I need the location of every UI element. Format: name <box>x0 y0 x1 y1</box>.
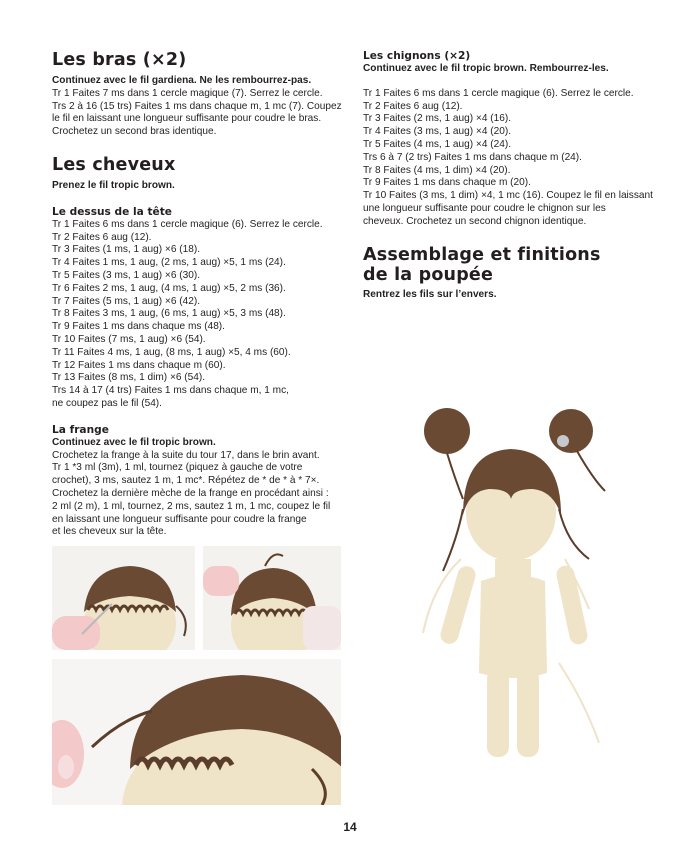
assemblage-title-line-1: Assemblage et finitions <box>363 244 601 265</box>
assemblage-lead: Rentrez les fils sur l’envers. <box>363 288 497 300</box>
chignons-line: Tr 1 Faites 6 ms dans 1 cercle magique (6). Serrez le cercle. <box>363 87 634 99</box>
chignons-line: cheveux. Crochetez un second chignon identique. <box>363 215 587 227</box>
photo-frange-step-1 <box>52 546 195 650</box>
chignons-lead: Continuez avec le fil tropic brown. Rembourrez-les. <box>363 63 609 74</box>
section-title-cheveux: Les cheveux <box>52 154 176 175</box>
left-column <box>52 50 342 539</box>
frange-line: et les cheveux sur la tête. <box>52 526 167 538</box>
chignons-line: Tr 8 Faites (4 ms, 1 dim) ×4 (20). <box>363 164 511 176</box>
dessus-line: Tr 1 Faites 6 ms dans 1 cercle magique (6). Serrez le cercle. <box>52 218 323 230</box>
frange-line: Crochetez la frange à la suite du tour 17, dans le brin avant. <box>52 449 320 461</box>
section-title-assemblage <box>363 245 638 285</box>
subtitle-dessus-tete: Le dessus de la tête <box>52 205 172 218</box>
photo-doll-assembly <box>363 303 643 804</box>
dessus-line: Trs 14 à 17 (4 trs) Faites 1 ms dans chaque m, 1 mc, <box>52 385 289 397</box>
dessus-line: Tr 8 Faites 3 ms, 1 aug, (6 ms, 1 aug) ×5, 3 ms (48). <box>52 308 286 320</box>
dessus-line: Tr 12 Faites 1 ms dans chaque m (60). <box>52 359 226 371</box>
assemblage-title-line-2: de la poupée <box>363 264 494 285</box>
photo-frange-closeup <box>52 659 341 805</box>
dessus-line: Tr 7 Faites (5 ms, 1 aug) ×6 (42). <box>52 295 201 307</box>
doll-parts-image <box>363 303 643 804</box>
doll-head-closeup-image <box>52 659 341 805</box>
subtitle-chignons: Les chignons (×2) <box>363 50 471 62</box>
chignons-line: Tr 4 Faites (3 ms, 1 aug) ×4 (20). <box>363 126 512 138</box>
frange-line: Tr 1 *3 ml (3m), 1 ml, tournez (piquez à gauche de votre <box>52 462 303 474</box>
chignons-line: Tr 2 Faites 6 aug (12). <box>363 100 463 112</box>
chignons-line: Trs 6 à 7 (2 trs) Faites 1 ms dans chaque m (24). <box>363 151 582 163</box>
right-column <box>363 50 653 301</box>
dessus-line: Tr 10 Faites (7 ms, 1 aug) ×6 (54). <box>52 333 206 345</box>
bras-line-1: Tr 1 Faites 7 ms dans 1 cercle magique (7). Serrez le cercle. <box>52 87 323 99</box>
dessus-line: Tr 11 Faites 4 ms, 1 aug, (8 ms, 1 aug) ×5, 4 ms (60). <box>52 346 291 358</box>
dessus-line: Tr 4 Faites 1 ms, 1 aug, (2 ms, 1 aug) ×5, 1 ms (24). <box>52 257 286 269</box>
chignons-line: Tr 5 Faites (4 ms, 1 aug) ×4 (24). <box>363 138 512 150</box>
page-number: 14 <box>343 820 357 834</box>
cheveux-lead: Prenez le fil tropic brown. <box>52 179 175 191</box>
subtitle-frange: La frange <box>52 423 109 436</box>
photo-frange-step-2 <box>203 546 341 650</box>
frange-line: crochet), 3 ms, sautez 1 m, 1 mc*. Répétez de * de * à * 7×. <box>52 475 320 487</box>
dessus-line: Tr 6 Faites 2 ms, 1 aug, (4 ms, 1 aug) ×5, 2 ms (36). <box>52 282 286 294</box>
frange-line: 2 ml (2 m), 1 ml, tournez, 2 ms, sautez 1 m, 1 mc, coupez le fil <box>52 500 331 512</box>
frange-line: Crochetez la dernière mèche de la frange en procédant ainsi : <box>52 487 329 499</box>
bras-lead: Continuez avec le fil gardiena. Ne les rembourrez-pas. <box>52 75 312 86</box>
chignons-line: Tr 10 Faites (3 ms, 1 dim) ×4, 1 mc (16). Coupez le fil en laissant <box>363 190 653 202</box>
dessus-line: Tr 5 Faites (3 ms, 1 aug) ×6 (30). <box>52 269 201 281</box>
dessus-line: ne coupez pas le fil (54). <box>52 397 162 409</box>
bras-line-2: Trs 2 à 16 (15 trs) Faites 1 ms dans chaque m, 1 mc (7). Coupez le fil en laissant une longueur suffisante pour coudre le bras. Crochetez un second bras identique. <box>52 100 342 138</box>
frange-lead: Continuez avec le fil tropic brown. <box>52 436 216 448</box>
chignons-line: Tr 9 Faites 1 ms dans chaque m (20). <box>363 177 531 189</box>
chignons-line: Tr 3 Faites (2 ms, 1 aug) ×4 (16). <box>363 113 512 125</box>
chignons-line: une longueur suffisante pour coudre le chignon sur les <box>363 202 606 214</box>
dessus-line: Tr 3 Faites (1 ms, 1 aug) ×6 (18). <box>52 244 201 256</box>
frange-line: en laissant une longueur suffisante pour coudre la frange <box>52 513 307 525</box>
doll-head-fringe-image <box>52 546 195 650</box>
doll-head-fringe-image-2 <box>203 546 341 650</box>
section-title-bras: Les bras (×2) <box>52 50 187 70</box>
dessus-line: Tr 2 Faites 6 aug (12). <box>52 231 152 243</box>
frange-instructions <box>52 450 342 540</box>
dessus-line: Tr 9 Faites 1 ms dans chaque ms (48). <box>52 321 225 333</box>
chignons-instructions <box>363 87 653 229</box>
dessus-instructions <box>52 219 342 411</box>
dessus-line: Tr 13 Faites (8 ms, 1 dim) ×6 (54). <box>52 372 206 384</box>
